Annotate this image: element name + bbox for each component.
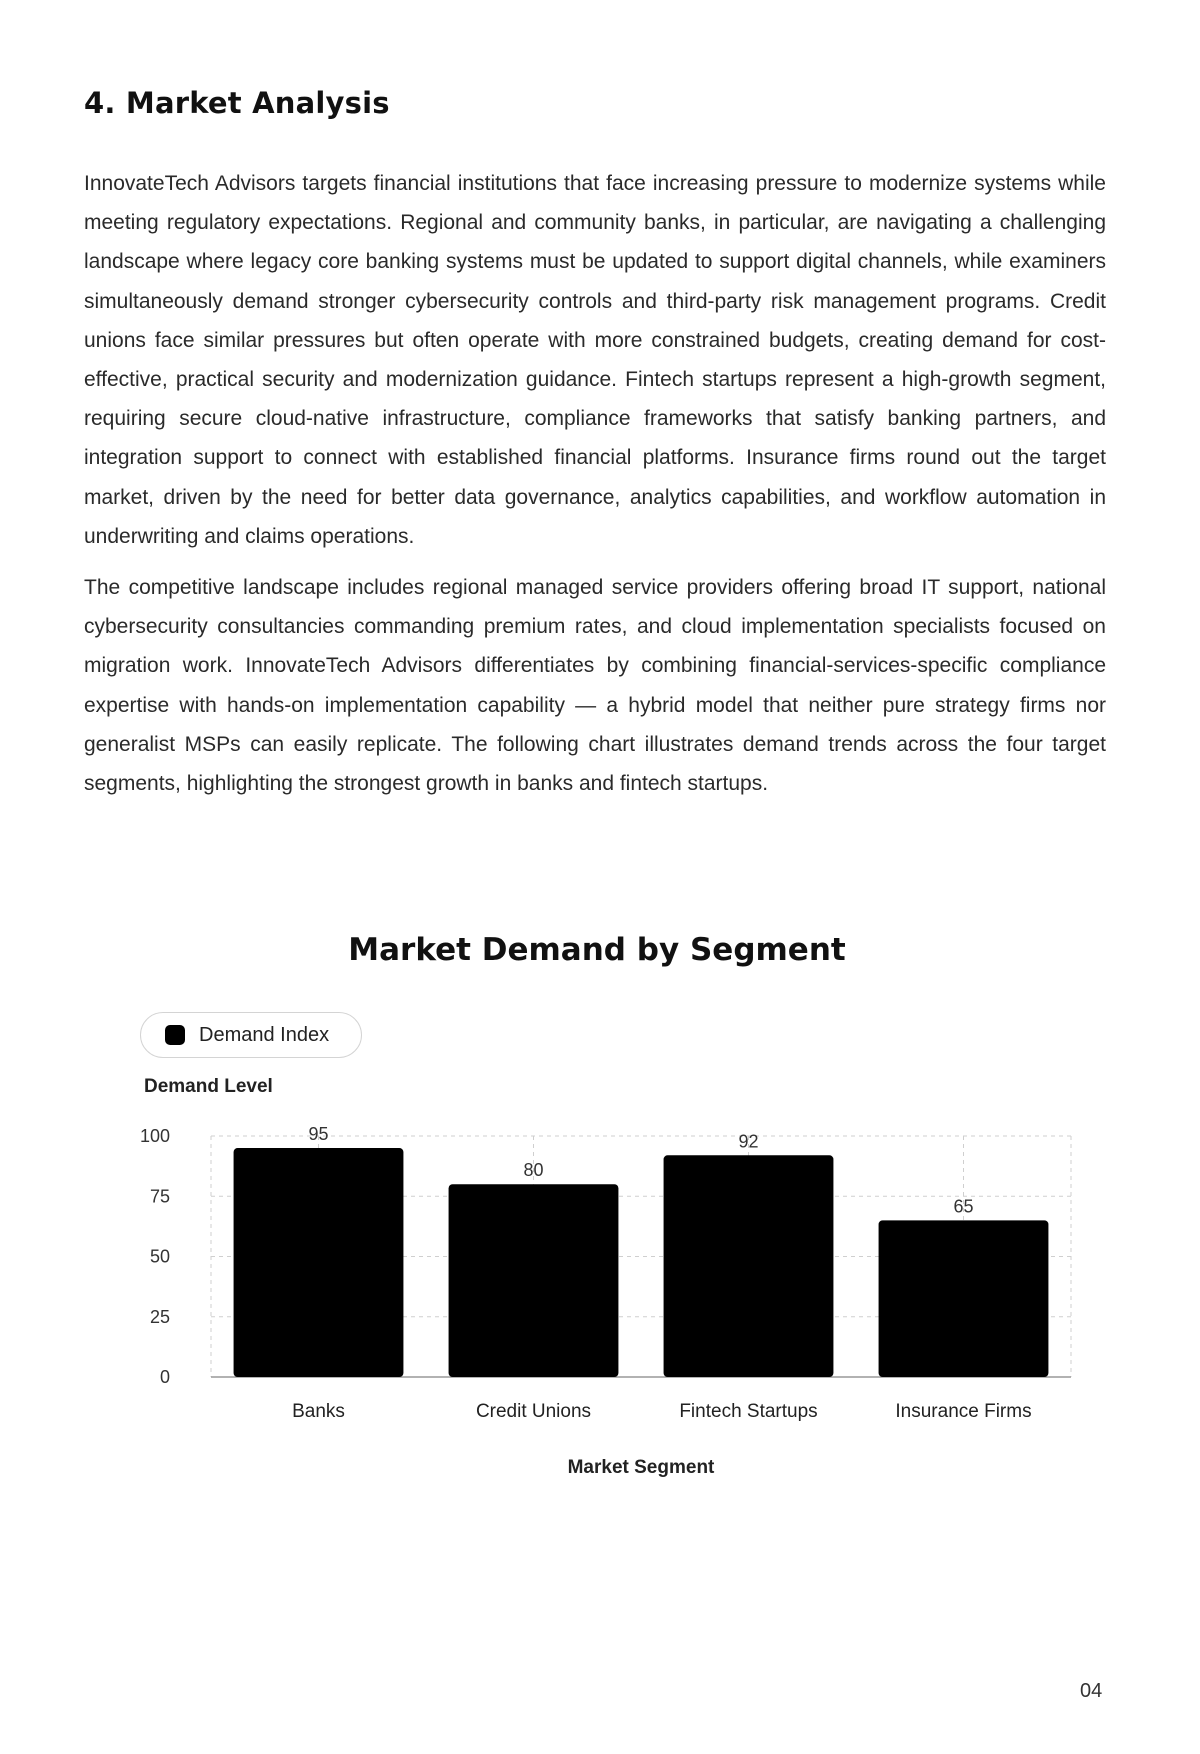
bar-credit-unions — [449, 1184, 619, 1377]
section-heading: 4. Market Analysis — [84, 86, 390, 120]
bar-fintech-startups — [664, 1155, 834, 1377]
y-tick-label-50: 50 — [149, 1246, 170, 1267]
paragraph-competition: The competitive landscape includes regional managed service providers offering broad IT support, national cybersecurity consultancies commanding premium rates, and cloud implementation specialists focused on migration work. InnovateTech Advisors differentiates by combining financial-services-specific compliance expertise with hands-on implementation capability — a hybrid model that neither pure strategy firms nor generalist MSPs can easily replicate. The following chart illustrates demand trends across the four target segments, highlighting the strongest growth in banks and fintech startups. — [84, 576, 1106, 796]
section-body — [84, 164, 1106, 815]
chart-canvas — [0, 920, 1200, 1500]
page-number: 04 — [1080, 1680, 1103, 1702]
x-axis-title: Market Segment — [567, 1457, 715, 1478]
chart-legend[interactable] — [140, 1012, 362, 1058]
y-tick-label-100: 100 — [139, 1126, 170, 1146]
y-tick-label-0: 0 — [159, 1367, 170, 1387]
y-axis-title: Demand Level — [144, 1076, 273, 1097]
y-tick-label-75: 75 — [149, 1186, 170, 1207]
y-tick-label-25: 25 — [149, 1306, 170, 1327]
data-label-insurance-firms: 65 — [953, 1196, 974, 1217]
data-label-banks: 95 — [308, 1124, 329, 1145]
legend-label: Demand Index — [199, 1023, 330, 1046]
bar-banks — [234, 1148, 404, 1377]
category-label-credit-unions: Credit Unions — [475, 1401, 592, 1422]
data-label-credit-unions: 80 — [523, 1160, 544, 1181]
market-demand-chart — [0, 920, 1200, 1500]
category-label-insurance-firms: Insurance Firms — [895, 1401, 1032, 1422]
category-label-fintech-startups: Fintech Startups — [679, 1401, 818, 1422]
chart-bars — [234, 1148, 1049, 1377]
paragraph-segments: InnovateTech Advisors targets financial institutions that face increasing pressure to modernize systems while meeting regulatory expectations. Regional and community banks, in particular, are navigating a challenging landscape where legacy core banking systems must be updated to support digital channels, while examiners simultaneously demand stronger cybersecurity controls and third-party risk management programs. Credit unions face similar pressures but often operate with more constrained budgets, creating demand for cost-effective, practical security and modernization guidance. Fintech startups represent a high-growth segment, requiring secure cloud-native infrastructure, compliance frameworks that satisfy banking partners, and integration support to connect with established financial platforms. Insurance firms round out the target market, driven by the need for better data governance, analytics capabilities, and workflow automation in underwriting and claims operations. — [84, 172, 1106, 548]
data-label-fintech-startups: 92 — [738, 1131, 759, 1152]
chart-title: Market Demand by Segment — [348, 932, 846, 968]
category-label-banks: Banks — [292, 1401, 345, 1422]
bar-insurance-firms — [879, 1220, 1049, 1377]
legend-swatch-icon — [165, 1025, 185, 1045]
